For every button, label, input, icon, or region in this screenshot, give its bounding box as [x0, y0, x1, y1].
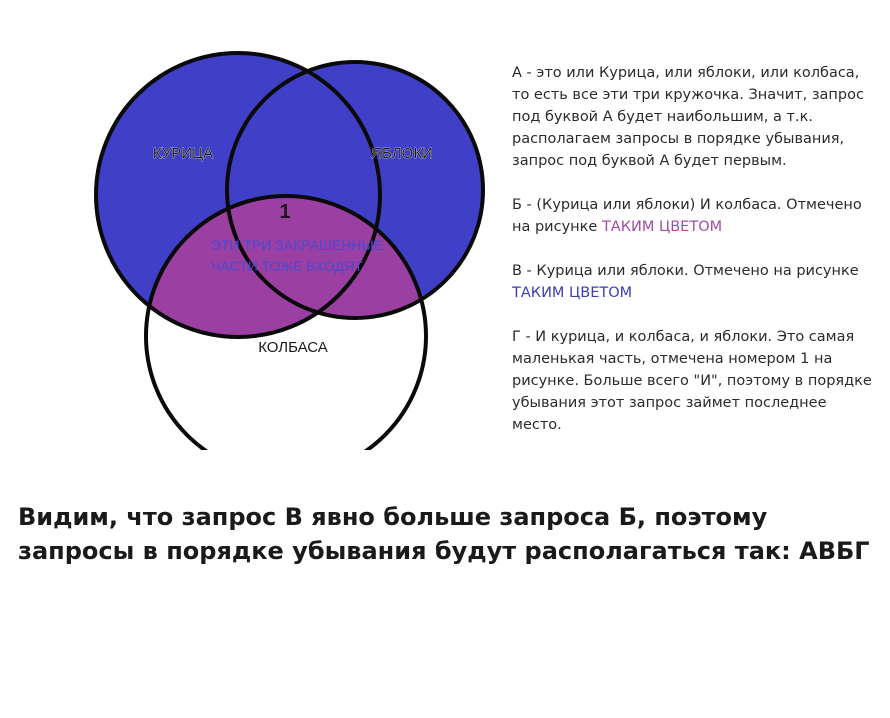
explanation-block: [512, 62, 880, 458]
explanation-b-text: Б - (Курица или яблоки) И колбаса. Отмечено на рисунке: [512, 197, 862, 235]
explanation-v: [512, 260, 880, 304]
explanation-v-text: В - Курица или яблоки. Отмечено на рисунке: [512, 263, 859, 279]
apples-label: ЯБЛОКИ: [371, 145, 433, 162]
explanation-v-highlight: ТАКИМ ЦВЕТОМ: [512, 285, 633, 301]
explanation-g-text: Г - И курица, и колбаса, и яблоки. Это самая маленькая часть, отмечена номером 1 на рисунке. Больше всего "И", поэтому в порядке убывания этот запрос займет последнее место.: [512, 329, 872, 433]
chicken-label: КУРИЦА: [152, 145, 214, 162]
explanation-b-highlight: ТАКИМ ЦВЕТОМ: [601, 219, 723, 235]
explanation-g: [512, 326, 880, 436]
sausage-label: КОЛБАСА: [258, 339, 328, 356]
explanation-a: [512, 62, 880, 172]
shaded-note-line1: ЭТИ ТРИ ЗАКРАШЕННЫЕ: [210, 237, 384, 253]
shaded-note-line2: ЧАСТИ ТОЖЕ ВХОДЯТ: [211, 258, 363, 274]
center-number-label: 1: [279, 201, 291, 223]
explanation-a-text: А - это или Курица, или яблоки, или колбаса, то есть все эти три кружочка. Значит, запрос под буквой А будет наибольшим, а т.к. располагаем запросы в порядке убывания, запрос под буквой А будет первым.: [512, 65, 864, 169]
venn-diagram: [0, 0, 500, 450]
conclusion-text: Видим, что запрос В явно больше запроса Б, поэтому запросы в порядке убывания будут располагаться так: АВБГ: [18, 503, 870, 565]
explanation-b: [512, 194, 880, 238]
